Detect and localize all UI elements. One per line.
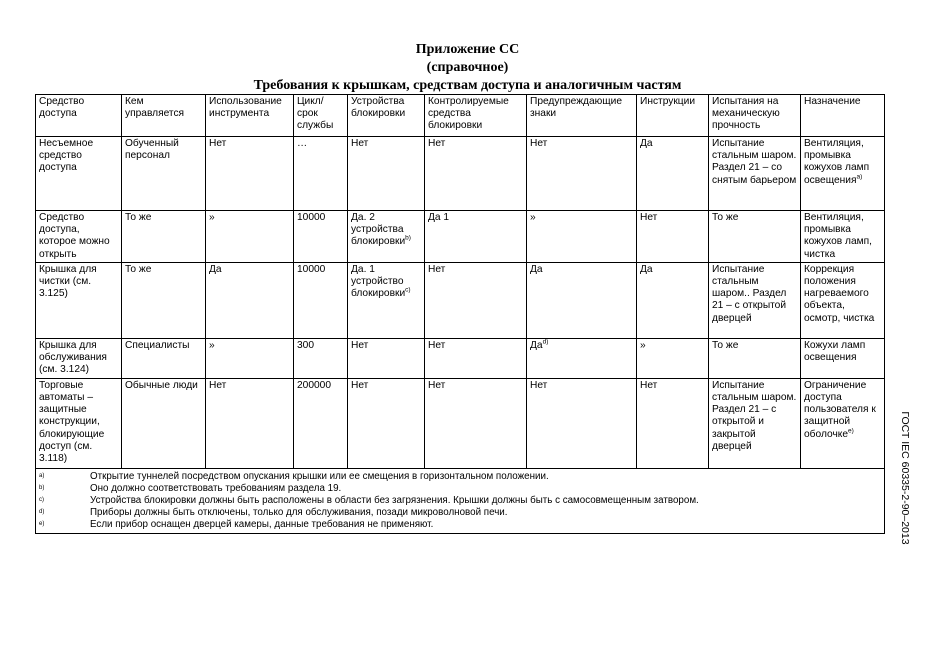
table-cell <box>294 211 348 263</box>
cell-text: » <box>209 212 215 223</box>
cell-text: Нет <box>428 138 446 149</box>
cell-text: Да. 2 устройства блокировки <box>351 212 406 248</box>
requirements-table <box>35 94 885 534</box>
table-header-row <box>36 95 885 137</box>
cell-text: Несъемное средство доступа <box>39 138 94 174</box>
footnote-mark: e) <box>39 520 45 527</box>
header-cell: Назначение <box>801 95 885 137</box>
footnote-mark: b) <box>39 484 45 491</box>
cell-text: Да <box>530 263 543 275</box>
table-cell <box>527 262 637 338</box>
cell-text: Да <box>530 339 543 351</box>
cell-text: … <box>297 138 308 149</box>
table-cell <box>801 262 885 338</box>
cell-text: То же <box>125 263 152 275</box>
footnote-reference: d) <box>542 338 549 346</box>
standard-designation <box>898 404 912 552</box>
cell-text: Нет <box>640 379 658 391</box>
cell-text: Да <box>640 138 653 149</box>
table-cell <box>709 378 801 468</box>
table-cell <box>709 211 801 263</box>
footnote <box>39 507 881 519</box>
table-cell <box>348 211 425 263</box>
table-cell <box>348 378 425 468</box>
cell-text: Испытание стальным шаром. Раздел 21 – с открытой и закрытой дверцей <box>712 379 797 452</box>
cell-text: Вентиляция, промывка кожухов ламп освещения <box>804 138 870 186</box>
table-cell <box>801 378 885 468</box>
cell-text: То же <box>125 212 152 223</box>
table-cell <box>801 338 885 378</box>
table-cell <box>637 378 709 468</box>
footnote-reference: b) <box>405 235 411 243</box>
cell-text: Да. 1 устройство блокировки <box>351 263 406 300</box>
appendix-title: Приложение СС <box>415 42 520 57</box>
table-cell <box>206 378 294 468</box>
cell-text: Обычные люди <box>125 379 198 391</box>
cell-text: Нет <box>351 339 369 351</box>
footnote <box>39 483 881 495</box>
cell-text: 10000 <box>297 263 326 275</box>
cell-text: Нет <box>428 379 446 391</box>
appendix-subtitle: (справочное) <box>426 60 509 75</box>
cell-text: Да <box>209 263 222 275</box>
cell-text: Вентиляция, промывка кожухов ламп, чистка <box>804 212 872 260</box>
footnote-text: Приборы должны быть отключены, только для обслуживания, позади микроволновой печи. <box>90 506 508 518</box>
table-cell <box>527 338 637 378</box>
cell-text: Средство доступа, которое можно открыть <box>39 212 110 260</box>
cell-text: Нет <box>428 263 446 275</box>
table-cell <box>36 378 122 468</box>
table-cell <box>527 378 637 468</box>
table-row <box>36 338 885 378</box>
footnote-text: Если прибор оснащен дверцей камеры, данные требования не применяют. <box>90 518 434 530</box>
cell-text: Коррекция положения нагреваемого объекта, осмотр, чистка <box>804 263 875 324</box>
table-cell <box>637 211 709 263</box>
table-cell <box>709 338 801 378</box>
table-cell <box>36 211 122 263</box>
footnote-text: Оно должно соответствовать требованиям раздела 19. <box>90 482 342 494</box>
standard-designation-text: ГОСТ IEC 60335-2-90–2013 <box>899 411 911 545</box>
footnote <box>39 471 881 483</box>
table-cell <box>425 137 527 211</box>
cell-text: Торговые автоматы – защитные конструкции, блокирующие доступ (см. 3.118) <box>39 379 105 465</box>
table-cell <box>294 338 348 378</box>
table-cell <box>206 137 294 211</box>
table-cell <box>425 338 527 378</box>
cell-text: » <box>209 339 215 351</box>
table-cell <box>801 137 885 211</box>
cell-text: Ограничение доступа пользователя к защитной оболочке <box>804 379 876 440</box>
footnote-mark: a) <box>39 472 45 479</box>
cell-text: Да <box>640 263 653 275</box>
cell-text: То же <box>712 212 739 223</box>
cell-text: Да 1 <box>428 212 450 223</box>
table-row <box>36 137 885 211</box>
header-cell: Контролируемые средства блокировки <box>425 95 527 137</box>
footnote <box>39 495 881 507</box>
table-cell <box>637 262 709 338</box>
footnotes-row <box>36 468 885 533</box>
cell-text: Нет <box>209 138 227 149</box>
cell-text: Крышка для чистки (см. 3.125) <box>39 263 97 300</box>
footnote-reference: e) <box>848 427 854 435</box>
table-cell <box>637 338 709 378</box>
header-cell: Цикл/ срок службы <box>294 95 348 137</box>
table-cell <box>425 378 527 468</box>
cell-text: Нет <box>351 379 369 391</box>
table-cell <box>122 211 206 263</box>
table-cell <box>294 137 348 211</box>
footnote-reference: c) <box>405 286 411 294</box>
table-cell <box>294 262 348 338</box>
table-cell <box>206 262 294 338</box>
table-title: Требования к крышкам, средствам доступа и аналогичным частям <box>253 78 682 93</box>
cell-text: » <box>640 339 646 351</box>
table-cell <box>527 211 637 263</box>
cell-text: Специалисты <box>125 339 190 351</box>
cell-text: 200000 <box>297 379 331 391</box>
footnote-mark: d) <box>39 508 45 515</box>
table-cell <box>637 137 709 211</box>
cell-text: Испытание стальным шаром. Раздел 21 – со снятым барьером <box>712 138 797 186</box>
table-cell <box>709 262 801 338</box>
header-cell: Испытания на механическую прочность <box>709 95 801 137</box>
table-cell <box>206 211 294 263</box>
table-cell <box>709 137 801 211</box>
cell-text: 300 <box>297 339 314 351</box>
cell-text: То же <box>712 339 739 351</box>
footnote-text: Устройства блокировки должны быть расположены в области без загрязнения. Крышки должны быть с самосовмещенным затвором. <box>90 494 699 506</box>
header-cell: Предупреждающие знаки <box>527 95 637 137</box>
table-cell <box>36 137 122 211</box>
table-row <box>36 378 885 468</box>
table-cell <box>425 211 527 263</box>
footnote-reference: а) <box>856 173 863 181</box>
table-cell <box>36 338 122 378</box>
table-cell <box>206 338 294 378</box>
table-cell <box>294 378 348 468</box>
header-cell: Устройства блокировки <box>348 95 425 137</box>
cell-text: Нет <box>428 339 446 351</box>
cell-text: Нет <box>351 138 369 149</box>
cell-text: 10000 <box>297 212 326 223</box>
table-cell <box>348 338 425 378</box>
footnote-text: Открытие туннелей посредством опускания крышки или ее смещения в горизонтальном положении. <box>90 470 549 482</box>
footnotes-cell <box>36 468 885 533</box>
cell-text: Нет <box>640 212 658 223</box>
cell-text: Кожухи ламп освещения <box>804 339 866 364</box>
cell-text: Нет <box>530 138 548 149</box>
table-row <box>36 211 885 263</box>
cell-text: Нет <box>530 379 548 391</box>
table-cell <box>527 137 637 211</box>
table-cell <box>122 137 206 211</box>
header-cell: Кем управляется <box>122 95 206 137</box>
table-cell <box>348 137 425 211</box>
table-cell <box>122 262 206 338</box>
table-cell <box>122 378 206 468</box>
footnote <box>39 519 881 531</box>
cell-text: » <box>530 212 536 223</box>
table-cell <box>122 338 206 378</box>
header-cell: Использование инструмента <box>206 95 294 137</box>
cell-text: Испытание стальным шаром.. Раздел 21 – с открытой дверцей <box>712 263 787 324</box>
table-row <box>36 262 885 338</box>
table-cell <box>36 262 122 338</box>
cell-text: Нет <box>209 379 227 391</box>
footnote-mark: c) <box>39 496 44 503</box>
cell-text: Обученный персонал <box>125 138 179 162</box>
header-cell: Инструкции <box>637 95 709 137</box>
table-cell <box>425 262 527 338</box>
header-cell: Средство доступа <box>36 95 122 137</box>
table-cell <box>348 262 425 338</box>
cell-text: Крышка для обслуживания (см. 3.124) <box>39 339 107 376</box>
table-cell <box>801 211 885 263</box>
